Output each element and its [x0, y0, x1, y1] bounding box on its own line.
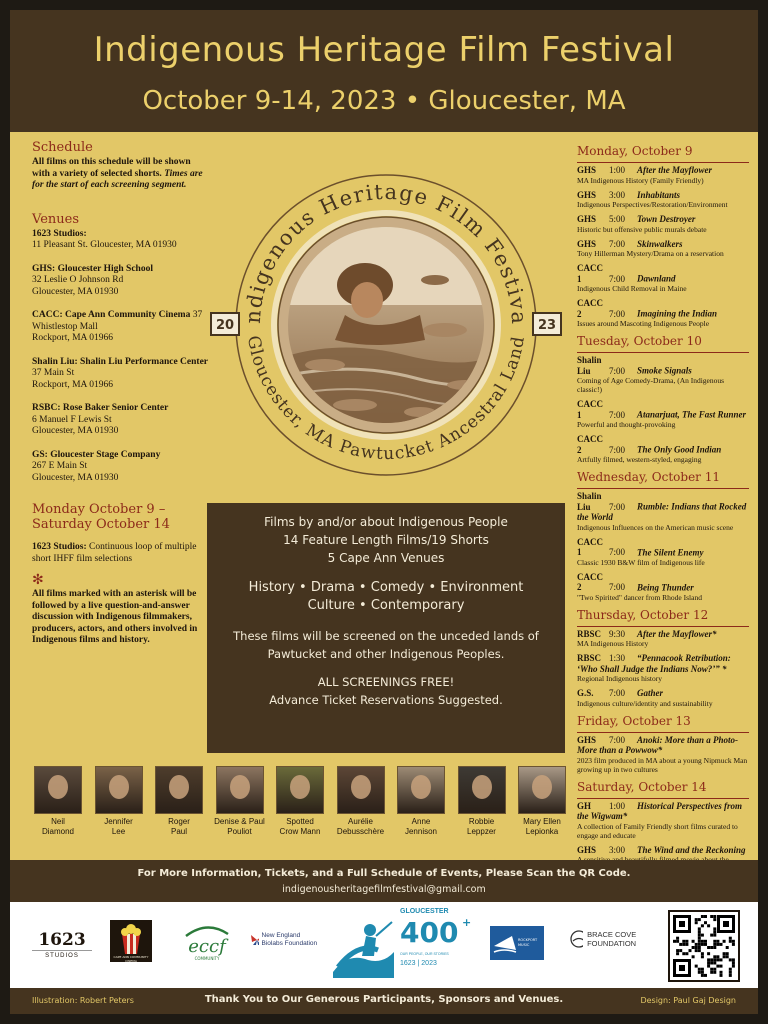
screening-item [577, 688, 749, 708]
info-line-films: Films by and/or about Indigenous People [264, 515, 508, 529]
participant-photo [458, 766, 506, 814]
screening-item [577, 214, 749, 234]
logo-1623: 1623 [38, 930, 86, 950]
screening-time: 7:00 [609, 273, 626, 284]
participant-card [31, 766, 85, 837]
participant-name [394, 817, 448, 837]
participant-name-line: Mary Ellen [523, 817, 561, 826]
participant-name-line: Debusschère [336, 827, 385, 836]
screening-time: 5:00 [609, 214, 626, 224]
screening-description: Artfully filmed, western-styled, engaging [577, 455, 702, 464]
asterisk-note: All films marked with an asterisk will be followed by a live question-and-answer discussion with Indigenous filmmakers, producers, actors, and others involved in Indigenous films and history. [32, 589, 198, 645]
participant-card [515, 766, 569, 837]
participant-card [152, 766, 206, 837]
screening-time: 1:30 [609, 653, 626, 663]
screening-item [577, 298, 749, 328]
face-icon [230, 775, 250, 799]
logo-g400-years: 1623 | 2023 [400, 960, 437, 967]
screening-time: 7:00 [609, 238, 626, 249]
screening-film: The Wind and the Reckoning [637, 844, 746, 855]
screening-venue: CACC 1 [577, 536, 603, 557]
sponsor-rockport-music [490, 926, 544, 960]
screening-header [577, 491, 749, 523]
info-line-land-2: Pawtucket and other Indigenous Peoples. [267, 647, 505, 661]
participant-name-line: Lee [111, 827, 126, 836]
venue-item [32, 229, 210, 252]
participant-name [455, 817, 509, 837]
screening-header [577, 239, 749, 250]
participant-name-line: Jennison [404, 827, 438, 836]
day-divider [577, 488, 749, 489]
day-heading: Monday, October 9 [577, 144, 693, 158]
fisherman-icon [328, 912, 398, 984]
venue-address-line: 267 E Main St [32, 461, 88, 471]
participant-name [152, 817, 206, 837]
screening-item [577, 263, 749, 293]
sponsor-brace-cove [570, 930, 660, 948]
footer-info-bar [10, 860, 758, 902]
screening-item [577, 801, 749, 840]
participant-card [273, 766, 327, 837]
participant-name-line: Roger [168, 817, 190, 826]
day-divider [577, 732, 749, 733]
face-icon [532, 775, 552, 799]
day-heading: Friday, October 13 [577, 713, 691, 728]
screening-header [577, 845, 749, 856]
screening-description: Indigenous Perspectives/Restoration/Environment [577, 200, 728, 209]
logo-brace-cove: BRACE COVE FOUNDATION [587, 930, 637, 948]
screening-venue: GHS [577, 189, 597, 200]
screening-film: After the Mayflower* [637, 628, 717, 639]
screening-film: After the Mayflower [637, 165, 712, 175]
participant-name [515, 817, 569, 837]
screening-film: Gather [637, 688, 664, 698]
left-column [32, 140, 210, 647]
venue-address-line: Rockport, MA 01966 [32, 333, 114, 343]
logo-neb: New England Biolabs Foundation [261, 932, 318, 947]
screening-header [577, 298, 749, 319]
venue-item [32, 450, 210, 485]
screening-header [577, 355, 749, 376]
screening-film: Smoke Signals [637, 365, 692, 376]
face-icon [169, 775, 189, 799]
screening-venue: CACC 2 [577, 571, 603, 592]
schedule-heading: Schedule [32, 140, 93, 155]
screening-header [577, 688, 749, 699]
screening-item [577, 735, 749, 774]
butterfly-icon [250, 933, 259, 947]
screening-venue: RBSC [577, 628, 602, 639]
venue-address-line: Gloucester, MA 01930 [32, 426, 119, 436]
venue-address-line: 6 Manuel F Lewis St [32, 414, 112, 425]
screening-description: Regional Indigenous history [577, 674, 662, 683]
info-line-count: 14 Feature Length Films/19 Shorts [283, 533, 489, 547]
screening-description: A collection of Family Friendly short films curated to engage and educate [577, 821, 738, 840]
info-line-genres-1: History • Drama • Comedy • Environment [248, 580, 524, 595]
screening-film: Dawnland [637, 273, 676, 284]
screening-film: “Pennacook Retribution: ‘Who Shall Judge the Indians Now?’” * [577, 653, 731, 674]
venue-name: GHS: Gloucester High School [32, 263, 153, 274]
screening-film: Atanarjuat, The Fast Runner [637, 409, 747, 420]
venue-name: 1623 Studios: [32, 228, 87, 239]
screening-header [577, 434, 749, 455]
screening-description: Classic 1930 B&W film of Indigenous life [577, 557, 705, 567]
participant-photo [216, 766, 264, 814]
screening-venue: Shalin Liu [577, 355, 602, 376]
screening-description: MA Indigenous History [577, 639, 649, 648]
screening-item [577, 434, 749, 464]
screening-time: 7:00 [609, 409, 626, 420]
venue-item [32, 310, 210, 345]
venue-address-line: Gloucester, MA 01930 [32, 286, 119, 297]
screening-time: 7:00 [609, 582, 626, 592]
emblem-arc-bottom: Gloucester, MA Pawtucket Ancestral Land [242, 334, 530, 465]
schedule-intro-italic: Times are for the start of each screening segment. [32, 168, 203, 190]
bottom-credits-bar [10, 988, 758, 1014]
thank-you-message: Thank You to Our Generous Participants, Sponsors and Venues. [204, 994, 564, 1005]
screening-film: Inhabitants [637, 189, 681, 200]
sponsor-gloucester-400 [328, 906, 478, 986]
screening-header [577, 214, 749, 225]
participant-name-line: Spotted [286, 817, 314, 826]
screening-time: 9:30 [609, 628, 626, 639]
sponsor-new-england-biolabs [250, 932, 320, 948]
screening-header [577, 165, 749, 176]
day-divider [577, 162, 749, 163]
sponsor-eccf [182, 924, 232, 961]
footer-qr-instructions: For More Information, Tickets, and a Full Schedule of Events, Please Scan the QR Code. [137, 868, 631, 879]
venue-name: CACC: Cape Ann Community Cinema [32, 310, 191, 320]
screening-item [577, 629, 749, 649]
screening-time: 7:00 [609, 308, 626, 319]
day-divider [577, 626, 749, 627]
design-credit: Design: Paul Gaj Design [640, 996, 736, 1005]
screening-time: 7:00 [609, 547, 626, 557]
festival-dates-location: October 9-14, 2023 • Gloucester, MA [142, 86, 626, 116]
footer-email: indigenousheritagefilmfestival@gmail.com [282, 884, 486, 895]
screening-film: Historical Perspectives from the Wigwam* [577, 800, 742, 821]
loop-heading-1: Monday October 9 – [32, 502, 166, 517]
participant-card [334, 766, 388, 837]
venue-address-line: Gloucester, MA 01930 [32, 472, 119, 483]
screening-film: Rumble: Indians that Rocked the World [577, 501, 747, 522]
emblem-graphic [205, 150, 567, 495]
screening-film: The Silent Enemy [637, 547, 704, 557]
screening-film: Skinwalkers [637, 238, 683, 249]
emblem-arc-top: ndigenous Heritage Film Festiva [240, 179, 532, 326]
screening-header [577, 537, 749, 558]
participant-photo [276, 766, 324, 814]
venue-name: Shalin Liu: Shalin Liu Performance Center [32, 356, 209, 367]
face-icon [290, 775, 310, 799]
participant-name [273, 817, 327, 837]
venue-list [32, 229, 210, 485]
screening-film: Town Destroyer [637, 214, 696, 224]
screening-description: Indigenous culture/identity and sustainability [577, 698, 713, 708]
logo-eccf: eccf [188, 936, 226, 957]
screening-venue: GHS [577, 165, 597, 175]
face-icon [109, 775, 129, 799]
illustration-credit: Illustration: Robert Peters [32, 996, 134, 1005]
screening-description: Issues around Mascoting Indigenous People [577, 319, 710, 328]
screening-time: 3:00 [609, 844, 626, 855]
screening-time: 7:00 [609, 444, 626, 455]
festival-emblem [205, 150, 567, 495]
screening-film: Imagining the Indian [637, 308, 718, 319]
loop-heading-2: Saturday October 14 [32, 517, 170, 532]
asterisk-icon: ✻ [32, 572, 44, 588]
participant-name-line: Jennifer [104, 817, 133, 826]
screening-item [577, 653, 749, 683]
screening-header [577, 572, 749, 593]
screening-item [577, 491, 749, 532]
screening-description: Historic but offensive public murals debate [577, 224, 707, 234]
participant-card [455, 766, 509, 837]
screening-header [577, 399, 749, 420]
logo-g400-number: 400 [400, 916, 459, 949]
venue-address-line: 37 Main St [32, 368, 75, 378]
schedule-intro [32, 157, 210, 192]
info-line-reservations: Advance Ticket Reservations Suggested. [269, 693, 503, 707]
participant-name [213, 817, 267, 837]
info-line-venues: 5 Cape Ann Venues [327, 551, 445, 565]
year-right: 23 [537, 318, 557, 333]
face-icon [351, 775, 371, 799]
screening-description: Indigenous Child Removal in Maine [577, 284, 687, 293]
participant-name-line: Diamond [41, 827, 74, 836]
loop-description: Continuous loop of multiple short IHFF film selections [32, 542, 197, 564]
logo-eccf-sub: COMMUNITY [194, 956, 220, 961]
screening-venue: CACC 1 [577, 263, 603, 284]
screening-description: Tony Hillerman Mystery/Drama on a reservation [577, 249, 724, 258]
venue-address-line: 11 Pleasant St. Gloucester, MA 01930 [32, 240, 177, 250]
participant-photo [95, 766, 143, 814]
screening-description: Powerful and thought-provoking [577, 420, 676, 429]
loop-venue: 1623 Studios: [32, 542, 87, 552]
screening-item [577, 572, 749, 602]
participant-card [394, 766, 448, 837]
day-heading: Thursday, October 12 [577, 607, 709, 622]
screening-film: Being Thunder [637, 582, 694, 592]
venue-address-line: 37 Whistlestop Mall [32, 310, 203, 332]
screening-item [577, 190, 749, 210]
screening-description: "Two Spirited" dancer from Rhode Island [577, 592, 702, 602]
qr-code-icon [670, 912, 738, 980]
day-divider [577, 352, 749, 353]
participant-photo [337, 766, 385, 814]
participant-photo [34, 766, 82, 814]
sponsor-cape-ann-cinema [110, 920, 152, 962]
info-line-land-1: These films will be screened on the unceded lands of [233, 629, 539, 643]
venue-name: RSBC: Rose Baker Senior Center [32, 403, 169, 413]
screening-item [577, 239, 749, 259]
face-icon [472, 775, 492, 799]
info-line-genres-2: Culture • Contemporary [307, 598, 465, 613]
screening-venue: CACC 1 [577, 399, 603, 420]
screening-time: 1:00 [609, 165, 626, 175]
screening-item [577, 355, 749, 394]
screening-description: MA Indigenous History (Family Friendly) [577, 175, 704, 185]
participant-name-line: Pouliot [227, 827, 252, 836]
participant-photo [397, 766, 445, 814]
screening-time: 7:00 [609, 501, 626, 512]
participant-name-line: Aurélie [348, 817, 373, 826]
screening-time: 1:00 [609, 800, 626, 811]
screening-venue: GHS [577, 214, 597, 224]
screening-header [577, 190, 749, 201]
participant-name-line: Paul [170, 827, 187, 836]
venue-address-line: Rockport, MA 01966 [32, 379, 114, 390]
screening-time: 7:00 [609, 365, 626, 376]
logo-1623-sub: STUDIOS [32, 950, 92, 959]
sponsor-1623-studios [32, 930, 92, 959]
day-heading: Saturday, October 14 [577, 779, 707, 794]
screening-item [577, 399, 749, 429]
venue-name: GS: Gloucester Stage Company [32, 449, 161, 460]
screening-time: 7:00 [609, 688, 626, 698]
brace-cove-icon [570, 930, 583, 948]
screening-header [577, 735, 749, 756]
screening-description: Indigenous Influences on the American music scene [577, 522, 734, 532]
screening-film: The Only Good Indian [637, 444, 722, 455]
right-column-schedule [577, 138, 749, 921]
participant-name-line: Denise & Paul [214, 817, 265, 826]
screening-venue: G.S. [577, 688, 594, 698]
info-line-free: ALL SCREENINGS FREE! [317, 675, 455, 689]
logo-rockport: ROCKPORT MUSIC [518, 938, 538, 947]
day-heading: Tuesday, October 10 [577, 334, 702, 348]
logo-cinema-text: CAPE ANN COMMUNITY CINEMA [113, 955, 149, 963]
participant-photo [518, 766, 566, 814]
participant-name-line: Robbie [468, 817, 495, 826]
screening-venue: GH [577, 800, 592, 811]
participant-card [92, 766, 146, 837]
day-divider [577, 798, 749, 799]
screening-item [577, 537, 749, 567]
venue-item [32, 264, 210, 299]
logo-g400-sub: OUR PEOPLE, OUR STORIES [400, 952, 449, 956]
screening-header [577, 629, 749, 640]
screening-venue: GHS [577, 734, 597, 745]
participant-name-line: Crow Mann [279, 827, 321, 836]
qr-code[interactable] [668, 910, 740, 982]
logo-g400-top: GLOUCESTER [400, 908, 449, 915]
year-left: 20 [215, 318, 235, 333]
screening-venue: CACC 2 [577, 434, 603, 455]
participant-name [334, 817, 388, 837]
venue-address-line: 32 Leslie O Johnson Rd [32, 275, 124, 285]
participant-card [213, 766, 267, 837]
screening-time: 3:00 [609, 189, 626, 200]
screening-venue: CACC 2 [577, 298, 603, 319]
screening-header [577, 263, 749, 284]
face-icon [411, 775, 431, 799]
participant-name-line: Lepionka [525, 827, 559, 836]
participant-name [92, 817, 146, 837]
screening-header [577, 801, 749, 822]
screening-item [577, 165, 749, 185]
sponsor-logos-bar [10, 902, 758, 988]
screening-film: Anoki: More than a Photo-More than a Powwow* [577, 734, 739, 755]
screening-header [577, 653, 749, 674]
header-banner [10, 10, 758, 132]
schedule-intro-bold: All films on this schedule will be shown with a variety of selected shorts. [32, 157, 191, 179]
participant-name-line: Leppzer [467, 827, 496, 836]
screening-venue: GHS [577, 238, 597, 249]
participant-name [31, 817, 85, 837]
venues-heading: Venues [32, 211, 79, 227]
participant-name-line: Neil [51, 817, 65, 826]
venue-item [32, 357, 210, 392]
logo-g400-plus: + [462, 916, 472, 929]
day-heading: Wednesday, October 11 [577, 470, 720, 484]
screening-venue: Shalin Liu [577, 491, 602, 512]
face-icon [48, 775, 68, 799]
loop-text [32, 542, 210, 565]
festival-title: Indigenous Heritage Film Festival [93, 30, 675, 70]
venue-item [32, 403, 210, 438]
participant-photo [155, 766, 203, 814]
screening-venue: GHS [577, 844, 597, 855]
screening-time: 7:00 [609, 734, 626, 745]
festival-info-box [207, 503, 565, 753]
screening-description: 2023 film produced in MA about a young Nipmuck Man growing up in two cultures [577, 755, 748, 774]
screening-venue: RBSC [577, 653, 602, 663]
screening-description: Coming of Age Comedy-Drama, (An Indigenous classic!) [577, 376, 725, 394]
participant-name-line: Anne [411, 817, 431, 826]
